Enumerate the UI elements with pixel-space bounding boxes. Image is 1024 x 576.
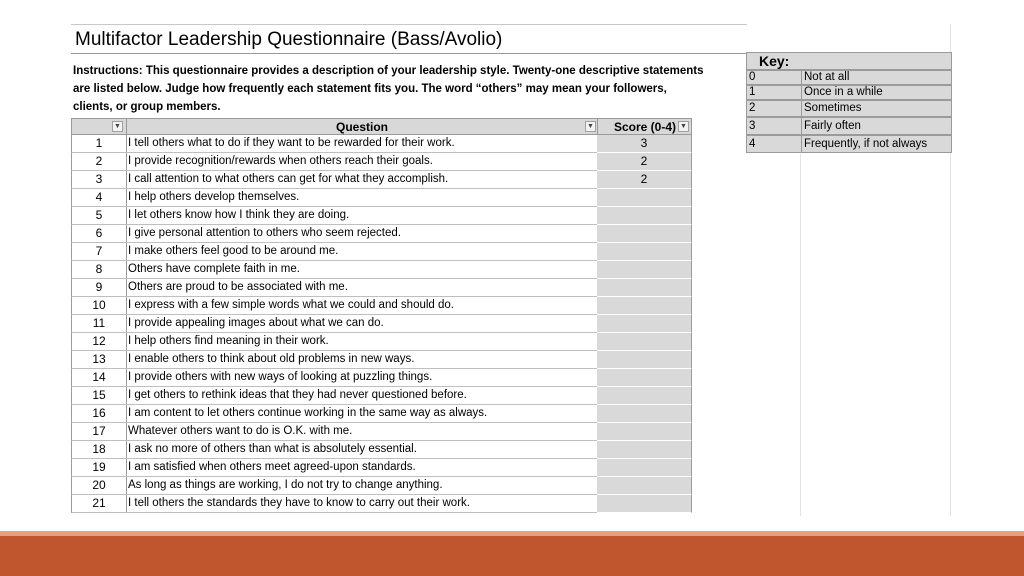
score-cell[interactable] bbox=[597, 459, 692, 477]
row-number-cell[interactable]: 17 bbox=[71, 423, 127, 441]
header-number-cell[interactable] bbox=[71, 118, 127, 135]
page-title: Multifactor Leadership Questionnaire (Bass/Avolio) bbox=[71, 24, 747, 54]
key-label-cell[interactable]: Once in a while bbox=[801, 85, 952, 100]
score-cell[interactable] bbox=[597, 495, 692, 513]
row-number-cell[interactable]: 19 bbox=[71, 459, 127, 477]
key-value-cell[interactable]: 4 bbox=[746, 135, 802, 153]
row-number-cell[interactable]: 20 bbox=[71, 477, 127, 495]
header-question-label: Question bbox=[335, 120, 388, 134]
score-cell[interactable] bbox=[597, 261, 692, 279]
row-number-cell[interactable]: 3 bbox=[71, 171, 127, 189]
question-cell[interactable]: Whatever others want to do is O.K. with me. bbox=[126, 423, 598, 441]
question-cell[interactable]: Others have complete faith in me. bbox=[126, 261, 598, 279]
question-cell[interactable]: I give personal attention to others who seem rejected. bbox=[126, 225, 598, 243]
question-cell[interactable]: I ask no more of others than what is absolutely essential. bbox=[126, 441, 598, 459]
filter-dropdown-icon[interactable]: ▼ bbox=[678, 121, 689, 132]
key-label-cell[interactable]: Sometimes bbox=[801, 100, 952, 117]
instructions-line: clients, or group members. bbox=[73, 101, 221, 113]
row-number-cell[interactable]: 10 bbox=[71, 297, 127, 315]
score-cell[interactable] bbox=[597, 369, 692, 387]
header-question-cell[interactable] bbox=[126, 118, 598, 135]
score-cell[interactable] bbox=[597, 351, 692, 369]
row-number-cell[interactable]: 15 bbox=[71, 387, 127, 405]
row-number-cell[interactable]: 5 bbox=[71, 207, 127, 225]
key-label-cell[interactable]: Fairly often bbox=[801, 117, 952, 135]
question-cell[interactable]: I tell others what to do if they want to be rewarded for their work. bbox=[126, 135, 598, 153]
score-cell[interactable] bbox=[597, 225, 692, 243]
question-cell[interactable]: Others are proud to be associated with me. bbox=[126, 279, 598, 297]
score-cell[interactable] bbox=[597, 315, 692, 333]
filter-dropdown-icon[interactable]: ▼ bbox=[112, 121, 123, 132]
row-number-cell[interactable]: 4 bbox=[71, 189, 127, 207]
score-cell[interactable]: 2 bbox=[597, 153, 692, 171]
question-cell[interactable]: As long as things are working, I do not try to change anything. bbox=[126, 477, 598, 495]
question-cell[interactable]: I get others to rethink ideas that they had never questioned before. bbox=[126, 387, 598, 405]
row-number-cell[interactable]: 18 bbox=[71, 441, 127, 459]
key-value-cell[interactable]: 0 bbox=[746, 70, 802, 85]
question-cell[interactable]: I help others develop themselves. bbox=[126, 189, 598, 207]
score-cell[interactable] bbox=[597, 189, 692, 207]
row-number-cell[interactable]: 12 bbox=[71, 333, 127, 351]
question-cell[interactable]: I call attention to what others can get for what they accomplish. bbox=[126, 171, 598, 189]
key-value-cell[interactable]: 3 bbox=[746, 117, 802, 135]
score-cell[interactable] bbox=[597, 279, 692, 297]
row-number-cell[interactable]: 11 bbox=[71, 315, 127, 333]
score-cell[interactable] bbox=[597, 441, 692, 459]
key-title-cell bbox=[746, 52, 952, 70]
row-number-cell[interactable]: 2 bbox=[71, 153, 127, 171]
question-cell[interactable]: I tell others the standards they have to know to carry out their work. bbox=[126, 495, 598, 513]
row-number-cell[interactable]: 9 bbox=[71, 279, 127, 297]
question-cell[interactable]: I am content to let others continue working in the same way as always. bbox=[126, 405, 598, 423]
score-cell[interactable]: 3 bbox=[597, 135, 692, 153]
score-cell[interactable] bbox=[597, 387, 692, 405]
header-score-cell[interactable] bbox=[597, 118, 692, 135]
footer-bar bbox=[0, 536, 1024, 576]
key-value-cell[interactable]: 1 bbox=[746, 85, 802, 100]
row-number-cell[interactable]: 21 bbox=[71, 495, 127, 513]
instructions-line: Instructions: This questionnaire provides a description of your leadership style. Twenty-one descriptive statements bbox=[73, 65, 704, 77]
row-number-cell[interactable]: 1 bbox=[71, 135, 127, 153]
key-label-cell[interactable]: Not at all bbox=[801, 70, 952, 85]
key-label-cell[interactable]: Frequently, if not always bbox=[801, 135, 952, 153]
score-cell[interactable] bbox=[597, 297, 692, 315]
header-score-label: Score (0-4) bbox=[614, 120, 677, 134]
question-cell[interactable]: I let others know how I think they are doing. bbox=[126, 207, 598, 225]
question-cell[interactable]: I provide appealing images about what we can do. bbox=[126, 315, 598, 333]
question-cell[interactable]: I help others find meaning in their work. bbox=[126, 333, 598, 351]
instructions bbox=[71, 62, 747, 118]
instructions-line: are listed below. Judge how frequently each statement fits you. The word “others” may mean your followers, bbox=[73, 83, 667, 95]
question-cell[interactable]: I enable others to think about old problems in new ways. bbox=[126, 351, 598, 369]
question-cell[interactable]: I am satisfied when others meet agreed-upon standards. bbox=[126, 459, 598, 477]
score-cell[interactable] bbox=[597, 207, 692, 225]
filter-dropdown-icon[interactable]: ▼ bbox=[585, 121, 596, 132]
row-number-cell[interactable]: 16 bbox=[71, 405, 127, 423]
question-cell[interactable]: I provide recognition/rewards when others reach their goals. bbox=[126, 153, 598, 171]
row-number-cell[interactable]: 13 bbox=[71, 351, 127, 369]
score-cell[interactable] bbox=[597, 243, 692, 261]
score-cell[interactable]: 2 bbox=[597, 171, 692, 189]
score-cell[interactable] bbox=[597, 333, 692, 351]
row-number-cell[interactable]: 8 bbox=[71, 261, 127, 279]
question-cell[interactable]: I express with a few simple words what we could and should do. bbox=[126, 297, 598, 315]
score-cell[interactable] bbox=[597, 477, 692, 495]
row-number-cell[interactable]: 6 bbox=[71, 225, 127, 243]
key-title: Key: bbox=[759, 53, 790, 69]
question-cell[interactable]: I make others feel good to be around me. bbox=[126, 243, 598, 261]
question-cell[interactable]: I provide others with new ways of looking at puzzling things. bbox=[126, 369, 598, 387]
score-cell[interactable] bbox=[597, 423, 692, 441]
key-value-cell[interactable]: 2 bbox=[746, 100, 802, 117]
row-number-cell[interactable]: 14 bbox=[71, 369, 127, 387]
score-cell[interactable] bbox=[597, 405, 692, 423]
row-number-cell[interactable]: 7 bbox=[71, 243, 127, 261]
